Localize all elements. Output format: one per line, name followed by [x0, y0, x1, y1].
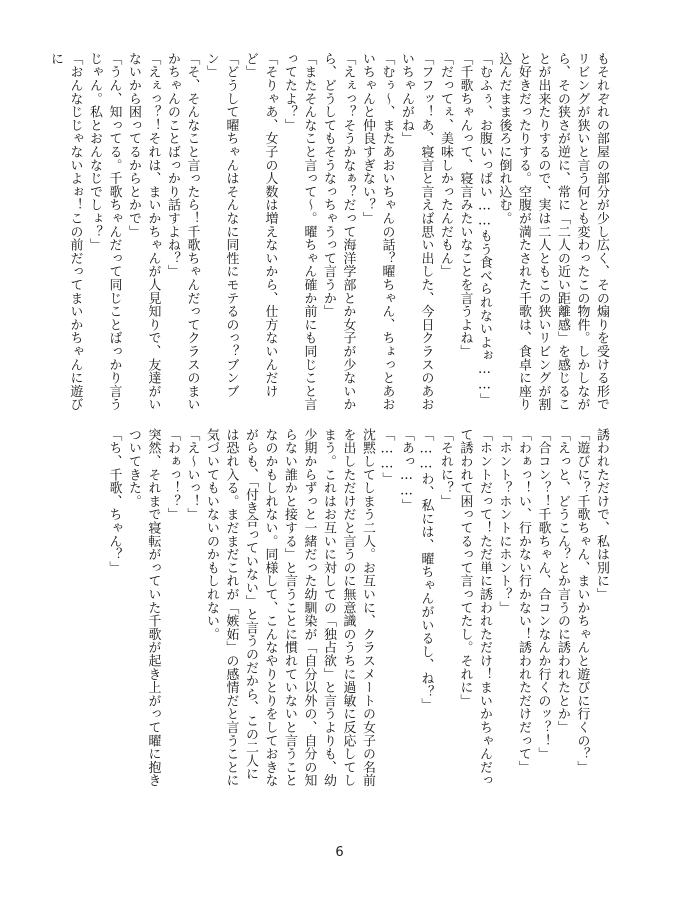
lower-paragraph: 「合コン？！千歌ちゃん、合コンなんか行くのッ？！」: [535, 428, 551, 761]
lower-paragraph: 「……」: [379, 428, 395, 486]
lower-paragraph: 誘われただけで、私は別に」: [594, 428, 609, 601]
lower-paragraph: 「遊びに？千歌ちゃん、まいかちゃんと遊びに行くの？」: [574, 428, 590, 774]
upper-paragraph: 「フフッ！あ、寝言と言えば思い出した、今日クラスのあおいちゃんがね」: [399, 52, 434, 412]
lower-paragraph: 「えっと、どうこん？とか言うのに誘われたとか」: [555, 428, 570, 734]
upper-paragraph: 「えぇっ？そうかなぁ？だって海洋学部とか女子が少ないから、どうしてもそうなっちゃうって言うか」: [321, 52, 356, 412]
lower-paragraph: 「ホントだって！ただ単に誘われただけ！まいかちゃんだって誘われて困ってるって言ってたし。それに」: [457, 428, 492, 788]
upper-paragraph: 「またそんなこと言って～。曜ちゃん確か前にも同じこと言ってたよ？」: [282, 52, 317, 412]
upper-paragraph: 「むぅ～、またあおいちゃんの話？曜ちゃん、ちょっとあおいちゃんと仲良すぎない？」: [360, 52, 395, 412]
lower-paragraph: 「わぁっ！い、行かない行かない！誘われただけだって」: [516, 428, 531, 774]
lower-paragraph: 沈黙してしまう二人。お互いに、クラスメートの女子の名前を出しただけだと言うのに無意識のうちに過敏に反応してしまう。これはお互いに対しての「独占欲」と言うよりも、幼少期からずっと一緒だった幼馴染が「自分以外の、自分の知らない誰かと接する」と言うことに慣れていないと言うことなのかもしれない。同様して、こんなやりとりをしておきながらも、「付き合っていない」と言うのだから、この二人には恐れ入る。まだまだこれが「嫉妬」の感情だと言うことに気づいてもいないのかもしれない。: [204, 428, 375, 788]
upper-paragraph: 「どうして曜ちゃんはそんなに同性にモテるのっ？ブンブン」: [204, 52, 239, 398]
lower-text-block: [51, 428, 611, 788]
upper-paragraph: 「だってぇ、美味しかったんだもん」: [438, 52, 453, 279]
upper-paragraph: 「千歌ちゃんって、寝言みたいなことを言うよね」: [457, 52, 473, 358]
lower-paragraph: 「……わ、私には、曜ちゃんがいるし、ね？」: [418, 428, 434, 712]
upper-paragraph: 「おんなじじゃないよぉ！この前だってまいかちゃんに遊びに: [48, 52, 83, 412]
lower-paragraph: 「あっ……」: [399, 428, 414, 512]
lower-paragraph: 突然、それまで寝転がっていた千歌が起き上がって曜に抱きついてきた。: [126, 428, 161, 788]
upper-paragraph: 「そりゃあ、女子の人数は増えないから、仕方ないんだけど」: [243, 52, 278, 398]
upper-paragraph: もそれぞれの部屋の部分が少し広く、その煽りを受ける形でリビングが狭いと言う何とも変わったこの物件。しかしながら、その狭さが逆に、常に「二人の近い距離感」を感じることが出来たりするので、実は二人ともこの狭いリビングが割と好きだったりする。空腹が満たされた千歌は、食卓に座り込んだまま後ろに倒れ込む。: [496, 52, 609, 412]
upper-paragraph: 「えぇっ？！それは、まいかちゃんが人見知りで、友達がいないから困ってるからとかで」: [126, 52, 161, 412]
lower-paragraph: 「それに？」: [438, 428, 453, 508]
upper-text-block: [48, 52, 611, 412]
lower-paragraph: 「ホント？ホントにホント？」: [496, 428, 512, 615]
upper-paragraph: 「むふぅ、お腹いっぱい……もう食べられないよぉ……」: [477, 52, 492, 407]
page-number: 6: [335, 845, 344, 860]
upper-paragraph: 「うん、知ってる。千歌ちゃんだって同じことばっかり言うじゃん。私とおんなじでしょ？」: [87, 52, 122, 412]
lower-paragraph: 「ち、千歌、ちゃん？」: [106, 428, 122, 575]
lower-paragraph: 「わぁっ！？」: [165, 428, 180, 522]
lower-paragraph: 「え～いっ！」: [184, 428, 200, 522]
upper-paragraph: 「そ、そんなこと言ったら！千歌ちゃんだってクラスのまいかちゃんのことばっかり話すよね？」: [165, 52, 200, 412]
